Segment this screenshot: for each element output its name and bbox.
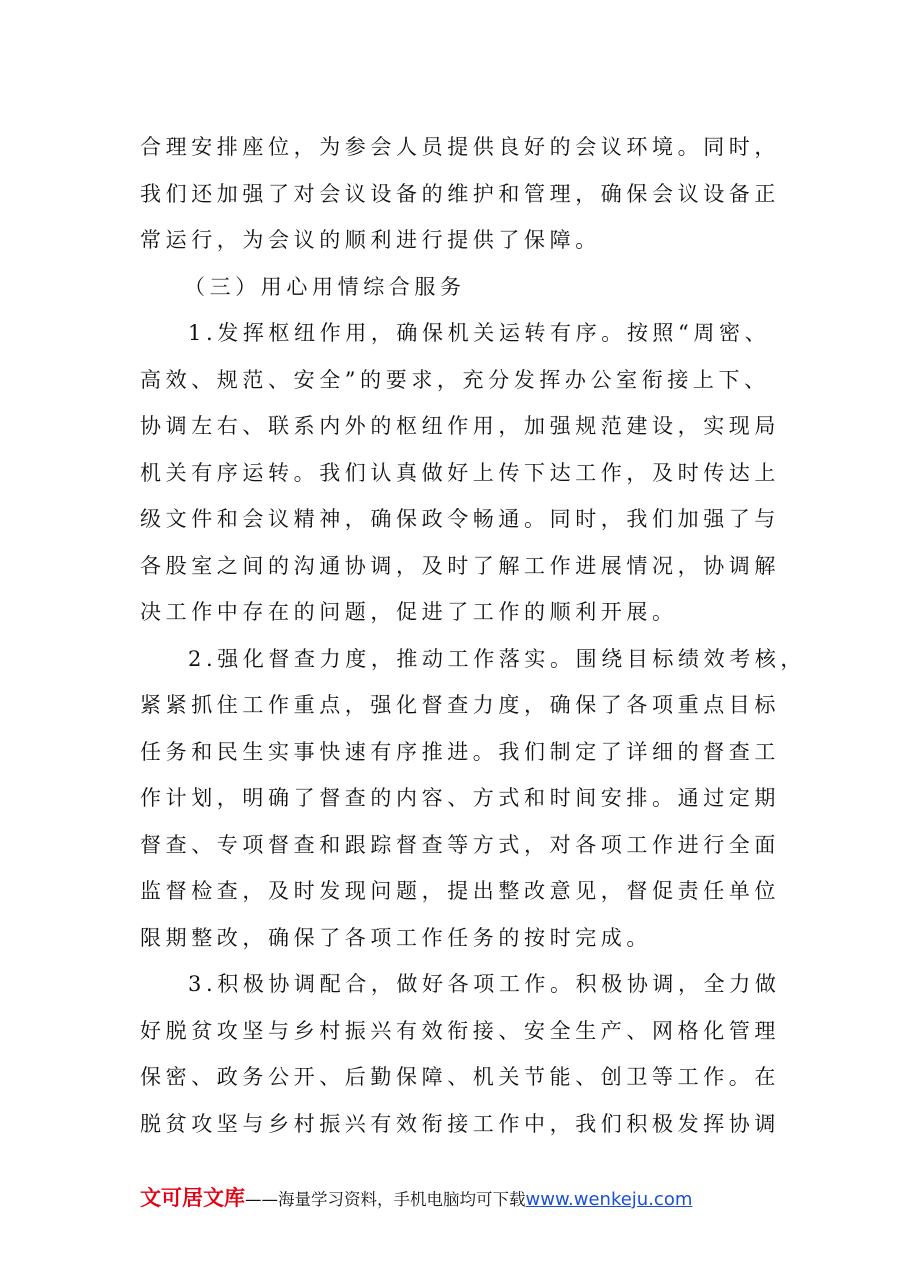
text-line: 任务和民生实事快速有序推进。我们制定了详细的督查工 [140, 739, 780, 764]
text-line: 我们还加强了对会议设备的维护和管理，确保会议设备正 [140, 181, 780, 206]
footer-banner [140, 1182, 800, 1214]
text-line: 限期整改，确保了各项工作任务的按时完成。 [140, 925, 652, 950]
footer-slogan: ——海量学习资料，手机电脑均可下载 [245, 1190, 526, 1209]
text-line: 监督检查，及时发现问题，提出整改意见，督促责任单位 [140, 879, 780, 903]
brand-name: 文可居文库 [140, 1186, 245, 1210]
text-line: 保密、政务公开、后勤保障、机关节能、创卫等工作。在 [140, 1065, 780, 1089]
text-line: 各股室之间的沟通协调，及时了解工作进展情况，协调解 [140, 553, 780, 578]
document-body [140, 124, 807, 1147]
text-line: 督查、专项督查和跟踪督查等方式，对各项工作进行全面 [140, 832, 780, 857]
text-line: 2.强化督查力度，推动工作落实。围绕目标绩效考核， [188, 646, 807, 671]
text-line: 机关有序运转。我们认真做好上传下达工作，及时传达上 [140, 460, 780, 485]
text-line: 好脱贫攻坚与乡村振兴有效衔接、安全生产、网格化管理 [140, 1018, 780, 1043]
text-line: 常运行，为会议的顺利进行提供了保障。 [140, 228, 601, 252]
text-line: 高效、规范、安全”的要求，充分发挥办公室衔接上下、 [140, 367, 770, 392]
text-line: 合理安排座位，为参会人员提供良好的会议环境。同时， [140, 135, 780, 159]
text-line: 1.发挥枢纽作用，确保机关运转有序。按照“周密、 [188, 321, 771, 345]
text-line: 级文件和会议精神，确保政令畅通。同时，我们加强了与 [140, 507, 780, 531]
text-line: 脱贫攻坚与乡村振兴有效衔接工作中，我们积极发挥协调 [140, 1111, 780, 1136]
text-line: 紧紧抓住工作重点，强化督查力度，确保了各项重点目标 [140, 693, 780, 717]
section-heading: （三）用心用情综合服务 [184, 274, 466, 299]
text-line: 3.积极协调配合，做好各项工作。积极协调，全力做 [188, 972, 781, 996]
text-line: 协调左右、联系内外的枢纽作用，加强规范建设，实现局 [140, 414, 780, 438]
text-line: 作计划，明确了督查的内容、方式和时间安排。通过定期 [140, 786, 780, 810]
website-link[interactable]: www.wenkeju.com [525, 1189, 693, 1210]
text-line: 决工作中存在的问题，促进了工作的顺利开展。 [140, 600, 678, 624]
